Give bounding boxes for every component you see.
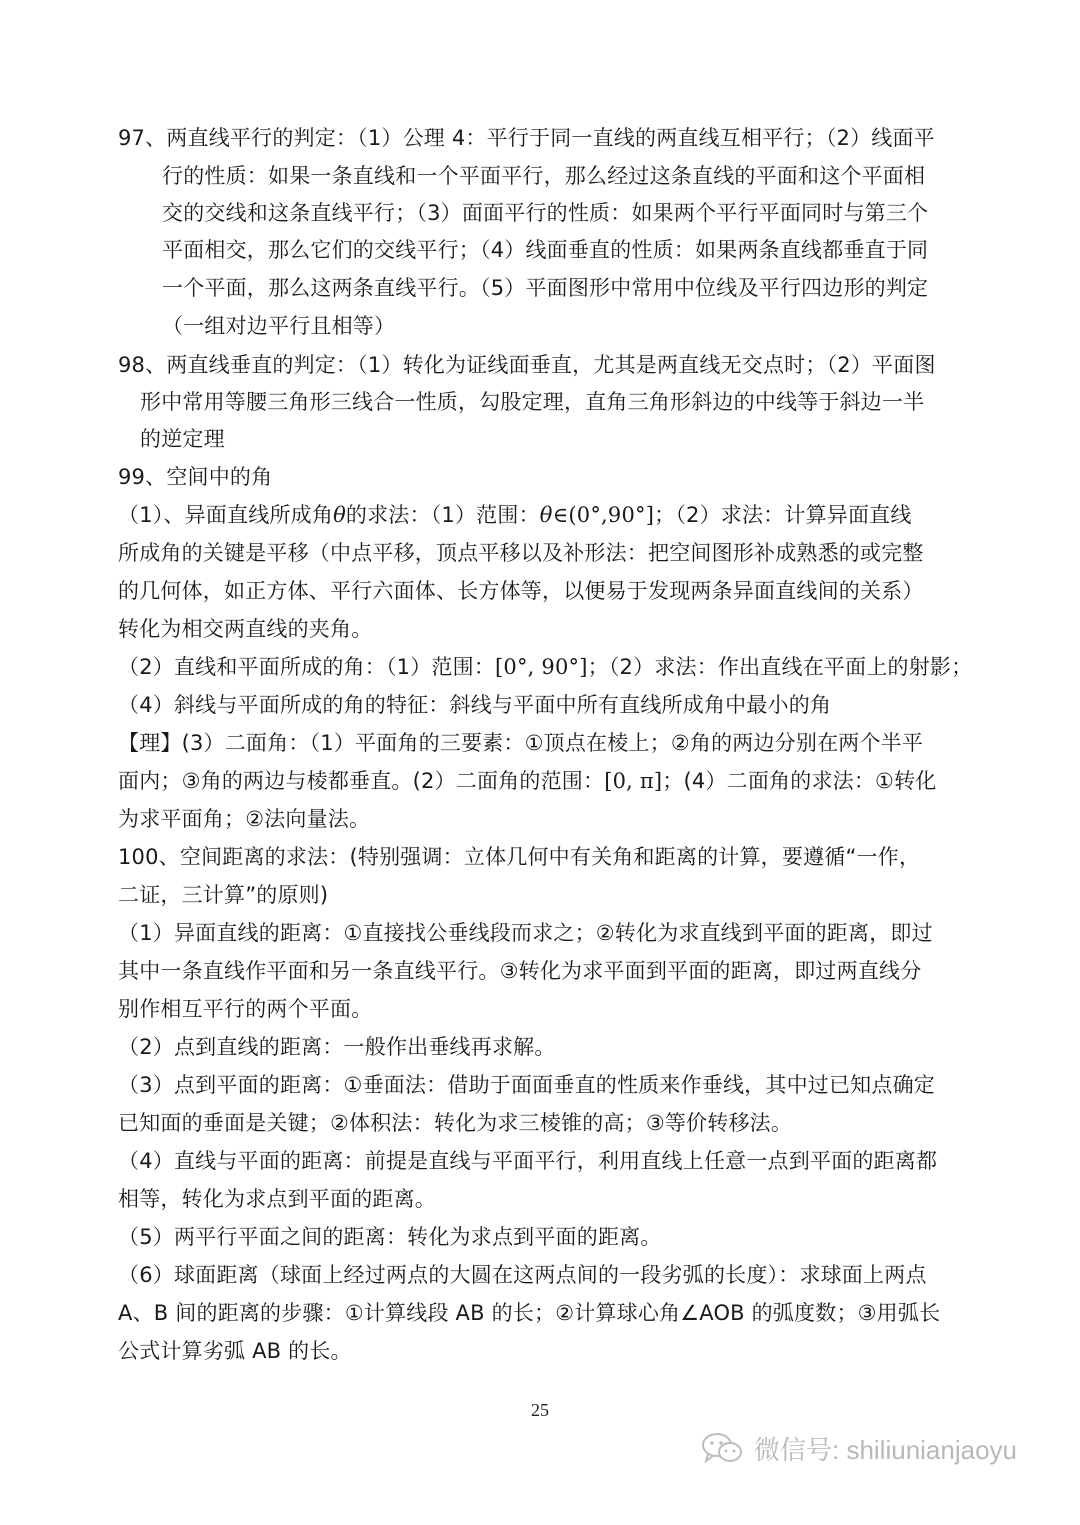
text-segment: 的求法：（1）范围： <box>345 503 540 527</box>
page-number: 25 <box>531 1400 549 1420</box>
item-100-1-line-2: 其中一条直线作平面和另一条直线平行。③转化为求平面到平面的距离，即过两直线分 <box>118 959 922 983</box>
item-99-1-line-4: 转化为相交两直线的夹角。 <box>118 617 373 641</box>
text-segment: ；（2）求法：作出直线在平面上的射影； <box>587 655 973 679</box>
item-99-3-line-3: 为求平面角；②法向量法。 <box>118 807 371 831</box>
math-range: [0°, 90°] <box>495 655 588 679</box>
item-99-title: 99、空间中的角 <box>118 465 273 489</box>
text-segment: 面内；③角的两边与棱都垂直。(2）二面角的范围： <box>118 769 605 793</box>
text-segment: ；（2）求法：计算异面直线 <box>654 503 912 527</box>
item-99-4-line-1: （4）斜线与平面所成的角的特征：斜线与平面中所有直线所成角中最小的角 <box>118 693 832 717</box>
item-97-line-5: 一个平面，那么这两条直线平行。（5）平面图形中常用中位线及平行四边形的判定 <box>162 276 929 300</box>
item-97-line-6: （一组对边平行且相等） <box>162 314 396 338</box>
text-segment: ；(4）二面角的求法：①转化 <box>662 769 937 793</box>
item-100-1-line-3: 别作相互平行的两个平面。 <box>118 997 373 1021</box>
item-100-line-2: 二证，三计算”的原则) <box>118 883 329 907</box>
item-100-line-1: 100、空间距离的求法：(特别强调：立体几何中有关角和距离的计算，要遵循“一作， <box>118 845 921 869</box>
item-97-line-2: 行的性质：如果一条直线和一个平面平行，那么经过这条直线的平面和这个平面相 <box>162 164 926 188</box>
item-97-line-3: 交的交线和这条直线平行；（3）面面平行的性质：如果两个平行平面同时与第三个 <box>162 201 929 225</box>
item-98-line-3: 的逆定理 <box>140 427 225 451</box>
item-97-line-4: 平面相交，那么它们的交线平行；（4）线面垂直的性质：如果两条直线都垂直于同 <box>162 238 929 262</box>
item-99-2-line-1 <box>118 652 972 682</box>
item-100-3-line-2: 已知面的垂面是关键；②体积法：转化为求三棱锥的高；③等价转移法。 <box>118 1111 793 1135</box>
item-98-line-2: 形中常用等腰三角形三线合一性质，勾股定理，直角三角形斜边的中线等于斜边一半 <box>140 390 925 414</box>
item-100-5-line-1: （5）两平行平面之间的距离：转化为求点到平面的距离。 <box>118 1225 662 1249</box>
item-100-1-line-1: （1）异面直线的距离：①直接找公垂线段而求之；②转化为求直线到平面的距离，即过 <box>118 921 933 945</box>
item-97-line-1: 97、两直线平行的判定：（1）公理 4：平行于同一直线的两直线互相平行；（2）线面平 <box>118 126 935 150</box>
math-range: θ∈(0°,90°] <box>539 503 655 527</box>
item-99-1-line-1 <box>118 500 912 530</box>
math-theta: θ <box>333 503 346 527</box>
text-segment: （1）、异面直线所成角 <box>118 503 334 527</box>
item-100-4-line-1: （4）直线与平面的距离：前提是直线与平面平行，利用直线上任意一点到平面的距离都 <box>118 1149 938 1173</box>
text-segment: （2）直线和平面所成的角：（1）范围： <box>118 655 496 679</box>
item-100-6-line-2: A、B 间的距离的步骤：①计算线段 AB 的长；②计算球心角∠AOB 的弧度数；③用弧长 <box>118 1301 941 1325</box>
math-range: [0, π] <box>604 769 663 793</box>
watermark-text: 微信号: shiliunianjaoyu <box>754 1434 1018 1465</box>
watermark <box>700 1428 1017 1468</box>
wechat-icon <box>700 1430 744 1466</box>
item-98-line-1: 98、两直线垂直的判定：（1）转化为证线面垂直，尤其是两直线无交点时；（2）平面图 <box>118 353 936 377</box>
item-99-1-line-3: 的几何体，如正方体、平行六面体、长方体等，以便易于发现两条异面直线间的关系） <box>118 579 924 603</box>
item-100-2-line-1: （2）点到直线的距离：一般作出垂线再求解。 <box>118 1035 556 1059</box>
item-100-6-line-3: 公式计算劣弧 AB 的长。 <box>118 1339 352 1363</box>
item-100-4-line-2: 相等，转化为求点到平面的距离。 <box>118 1187 436 1211</box>
item-99-3-line-1: 【理】(3）二面角：（1）平面角的三要素：①顶点在棱上；②角的两边分别在两个半平 <box>118 731 924 755</box>
item-99-1-line-2: 所成角的关键是平移（中点平移，顶点平移以及补形法：把空间图形补成熟悉的或完整 <box>118 541 924 565</box>
item-99-3-line-2 <box>118 766 936 796</box>
item-100-6-line-1: （6）球面距离（球面上经过两点的大圆在这两点间的一段劣弧的长度）：求球面上两点 <box>118 1263 927 1287</box>
item-100-3-line-1: （3）点到平面的距离：①垂面法：借助于面面垂直的性质来作垂线，其中过已知点确定 <box>118 1073 935 1097</box>
